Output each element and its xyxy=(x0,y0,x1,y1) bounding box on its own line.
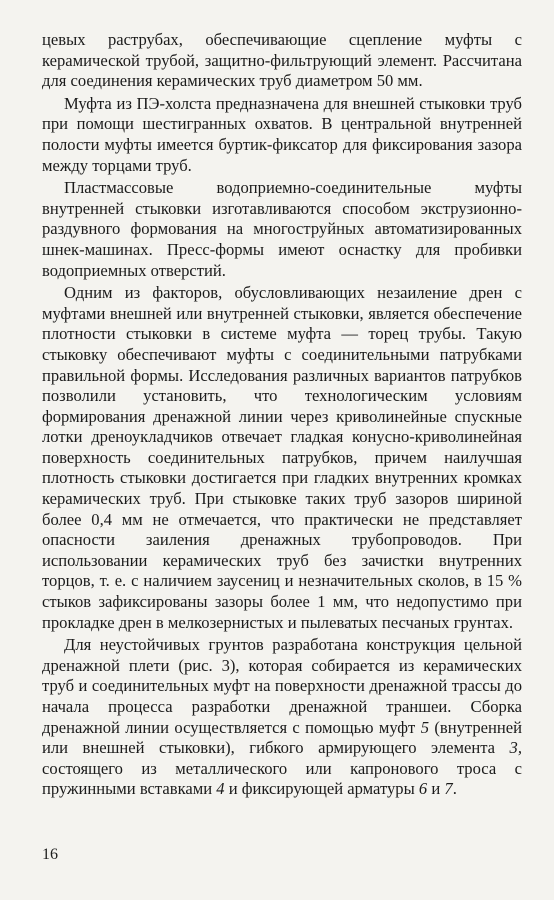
paragraph-text: состоящего из металлического или капронового троса с пружинными вставками xyxy=(42,758,522,799)
paragraph-plastic-couplings: Пластмассовые водоприемно-соединительные муфты внутренней стыковки изготавливаются способом экструзионно-раздувного формования на многоструйных автоматизированных шнек-машинах. Пресс-формы имеют оснастку для пробивки водоприемных отверстий. xyxy=(42,178,522,280)
paragraph-text: (внутренней или внешней стыковки), гибкого армирующего элемента xyxy=(42,717,523,758)
paragraph-text: . xyxy=(452,779,457,799)
paragraph-pe-coupling: Муфта из ПЭ-холста предназначена для внешней стыковки труб при помощи шестигранных охватов. В центральной внутренней полости муфты имеется буртик-фиксатор для фиксирования зазора между торцами труб. xyxy=(42,93,522,175)
page-body xyxy=(42,30,522,800)
paragraph-drainage-string xyxy=(42,635,522,800)
paragraph-text: и фиксирующей арматуры xyxy=(224,779,419,799)
figure-ref: 4 xyxy=(216,779,225,799)
paragraph-continuation: цевых раструбах, обеспечивающие сцепление муфты с керамической трубой, защитно-фильтрующий элемент. Рассчитана для соединения керамических труб диаметром 50 мм. xyxy=(42,30,522,91)
page-number: 16 xyxy=(42,846,58,863)
paragraph-joint-density: Одним из факторов, обусловливающих незаиление дрен с муфтами внешней или внутренней стыковки, является обеспечение плотности стыковки в системе муфта — торец трубы. Такую стыковку обеспечивают муфты с соединительными патрубками правильной формы. Исследования различных вариантов патрубков позволили установить, что технологическим условиям формирования дренажной линии через криволинейные спускные лотки дреноукладчиков отвечает гладкая конусно-криволинейная поверхность соединительных патрубков, причем наилучшая плотность стыковки достигается при гладких внутренних кромках керамических труб. При стыковке таких труб зазоров шириной более 0,4 мм не отмечается, что практически не представляет опасности заиления дренажных трубопроводов. При использовании керамических труб без зачистки внутренних торцов, т. е. с наличием заусениц и незначительных сколов, в 15 % стыков зафиксированы зазоры более 1 мм, что недопустимо при прокладке дрен в мелкозернистых и пылеватых песчаных грунтах. xyxy=(42,283,522,632)
figure-ref: 3, xyxy=(509,738,522,758)
figure-ref: 7 xyxy=(444,779,453,799)
paragraph-text: и xyxy=(427,779,445,799)
figure-ref: 6 xyxy=(418,779,428,799)
paragraph-text: Для неустойчивых грунтов разработана конструкция цельной дренажной плети (рис. 3), которая собирается из керамических труб и соединительных муфт на поверхности дренажной трассы до начала процесса разработки дренажной траншеи. Сборка дренажной линии осуществляется с помощью муфт xyxy=(42,635,522,737)
figure-ref: 5 xyxy=(420,717,429,737)
